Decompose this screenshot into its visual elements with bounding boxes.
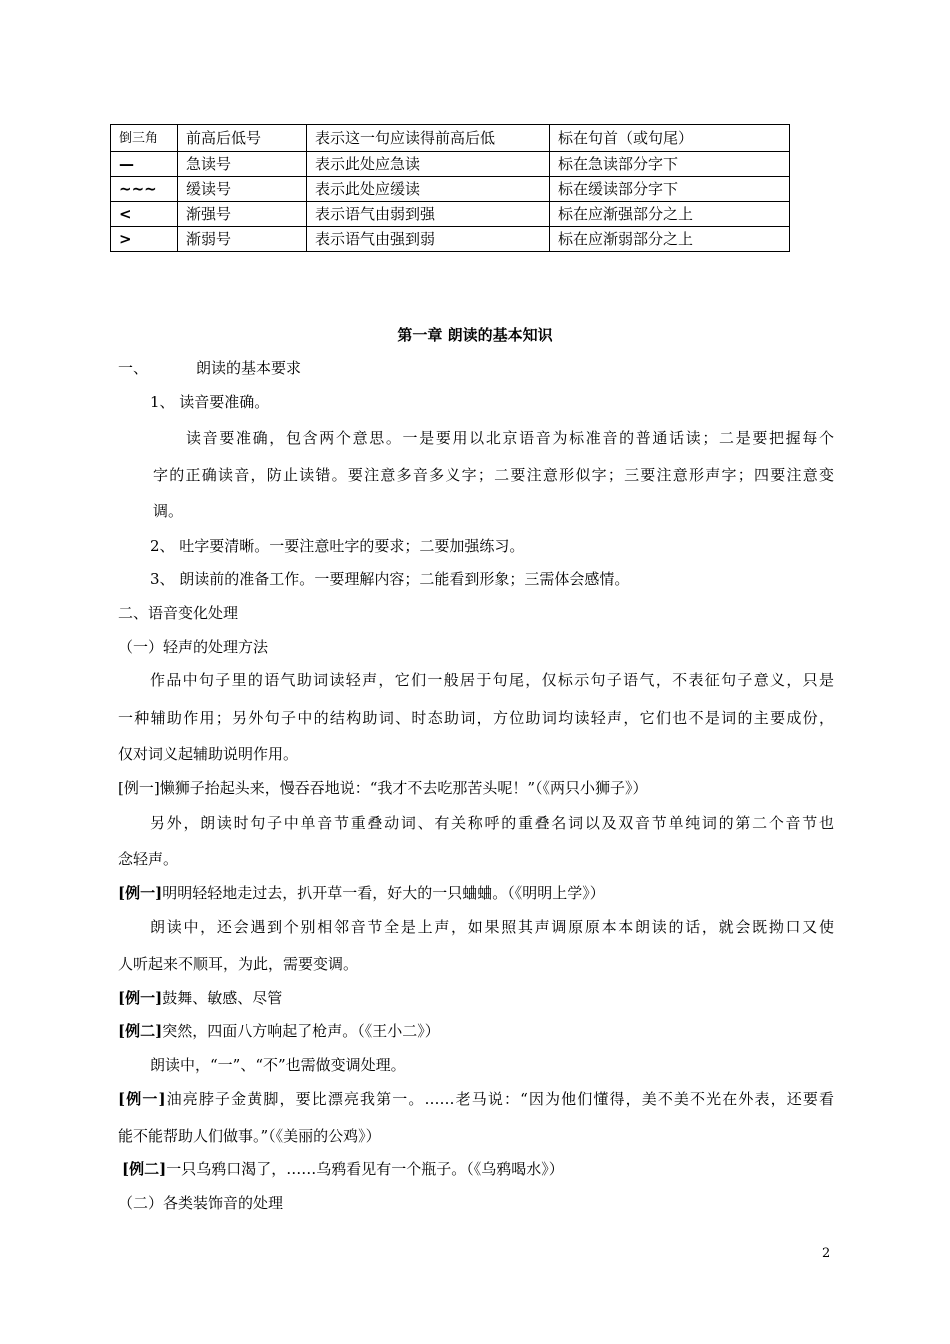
mark-name-cell: [178, 177, 307, 202]
page-number: 2: [822, 1246, 831, 1261]
mark-symbol: —: [119, 155, 134, 173]
para2-line2: 一种辅助作用；另外句子中的结构助词、时态助词，方位助词均读轻声，它们也不是词的主要成份，: [118, 709, 834, 727]
mark-name: 急读号: [186, 155, 232, 173]
mark-position: 标在应渐弱部分之上: [558, 230, 694, 248]
mark-position: 标在缓读部分字下: [558, 180, 679, 198]
mark-name: 缓读号: [186, 180, 232, 198]
section-heading-1: [118, 358, 301, 378]
example-line: [118, 883, 605, 903]
mark-position-cell: [550, 152, 790, 177]
mark-position-cell: [550, 202, 790, 227]
mark-name: 渐弱号: [186, 230, 232, 248]
mark-position: 标在句首（或句尾）: [558, 129, 694, 147]
para3-line1: 另外，朗读时句子中单音节重叠动词、有关称呼的重叠名词以及双音节单纯词的第二个音节也: [150, 814, 834, 832]
example-line: [122, 1159, 564, 1179]
example-line: [118, 1089, 834, 1109]
para1-line1: 读音要准确，包含两个意思。一是要用以北京语音为标准音的普通话读；二是要把握每个: [186, 429, 834, 447]
reading-marks-table: [110, 124, 790, 252]
mark-position-cell: [550, 227, 790, 252]
mark-symbol-cell: [111, 177, 178, 202]
mark-symbol: 倒三角: [119, 131, 159, 146]
chapter-title: 第一章 朗读的基本知识: [397, 326, 553, 344]
para1-line3: 调。: [153, 502, 184, 520]
example-text: 油亮脖子金黄脚，要比漂亮我第一。……老马说：“因为他们懂得，美不美不光在外表，还要看: [165, 1090, 834, 1108]
example-tag: [例二]: [122, 1160, 167, 1178]
table-row: [111, 177, 790, 202]
example-line: [例一]懒狮子抬起头来，慢吞吞地说：“我才不去吃那苦头呢！”（《两只小狮子》）: [118, 779, 648, 797]
para1-line2: 字的正确读音，防止读错。要注意多音多义字；二要注意形似字；三要注意形声字；四要注意变: [153, 466, 834, 484]
table-row: [111, 125, 790, 152]
para2-line3: 仅对词义起辅助说明作用。: [118, 745, 299, 763]
para4-line1: 朗读中，还会遇到个别相邻音节全是上声，如果照其声调原原本本朗读的话，就会既拗口又使: [150, 918, 834, 936]
mark-position-cell: [550, 177, 790, 202]
example-text: 鼓舞、敏感、尽管: [162, 989, 283, 1007]
example-line: [118, 988, 282, 1008]
mark-name-cell: [178, 125, 307, 152]
mark-meaning: 表示此处应缓读: [315, 180, 421, 198]
item-3: 3、 朗读前的准备工作。一要理解内容；二能看到形象；三需体会感情。: [150, 570, 630, 588]
para5: 朗读中，“一”、“不”也需做变调处理。: [150, 1056, 406, 1074]
mark-symbol-cell: [111, 202, 178, 227]
mark-meaning-cell: [307, 227, 550, 252]
item-1: 1、 读音要准确。: [150, 393, 270, 411]
mark-meaning: 表示这一句应读得前高后低: [315, 129, 496, 147]
example-tag: [例一]: [118, 989, 163, 1007]
subsection-heading-2: （二）各类装饰音的处理: [118, 1194, 284, 1212]
mark-name-cell: [178, 227, 307, 252]
example-tag: [例一]: [118, 884, 163, 902]
mark-symbol-cell: [111, 227, 178, 252]
para4-line2: 人听起来不顺耳，为此，需要变调。: [118, 955, 359, 973]
mark-symbol: >: [119, 230, 132, 248]
example-text: 突然，四面八方响起了枪声。（《王小二》）: [162, 1022, 440, 1040]
example-tag: [例二]: [118, 1022, 163, 1040]
mark-name-cell: [178, 202, 307, 227]
mark-name: 渐强号: [186, 205, 232, 223]
mark-position-cell: [550, 125, 790, 152]
mark-meaning: 表示语气由强到弱: [315, 230, 436, 248]
mark-meaning: 表示语气由弱到强: [315, 205, 436, 223]
mark-position: 标在急读部分字下: [558, 155, 679, 173]
mark-symbol: ~~~: [119, 180, 157, 198]
example-text: 明明轻轻地走过去，扒开草一看，好大的一只蛐蛐。（《明明上学》）: [162, 884, 605, 902]
mark-meaning-cell: [307, 152, 550, 177]
para3-line2: 念轻声。: [118, 850, 179, 868]
mark-name: 前高后低号: [186, 129, 262, 147]
mark-position: 标在应渐强部分之上: [558, 205, 694, 223]
table-row: [111, 202, 790, 227]
mark-meaning-cell: [307, 202, 550, 227]
table-row: [111, 152, 790, 177]
mark-meaning-cell: [307, 177, 550, 202]
mark-symbol: <: [119, 205, 132, 223]
example-tag: [例一]: [118, 1090, 166, 1108]
section-heading-2: 二、语音变化处理: [118, 604, 239, 622]
example-text: 一只乌鸦口渴了，……乌鸦看见有一个瓶子。（《乌鸦喝水》）: [166, 1160, 564, 1178]
example-line-continued: 能不能帮助人们做事。”（《美丽的公鸡》）: [118, 1127, 381, 1145]
table-row: [111, 227, 790, 252]
mark-symbol-cell: [111, 125, 178, 152]
item-2: 2、 吐字要清晰。一要注意吐字的要求；二要加强练习。: [150, 537, 525, 555]
subsection-heading-1: （一）轻声的处理方法: [118, 638, 269, 656]
example-line: [118, 1021, 440, 1041]
para2-line1: 作品中句子里的语气助词读轻声，它们一般居于句尾，仅标示句子语气，不表征句子意义，只是: [150, 671, 834, 689]
section-number: 一、: [118, 359, 149, 377]
section-title: 朗读的基本要求: [196, 359, 302, 377]
mark-meaning-cell: [307, 125, 550, 152]
mark-symbol-cell: [111, 152, 178, 177]
mark-meaning: 表示此处应急读: [315, 155, 421, 173]
mark-name-cell: [178, 152, 307, 177]
